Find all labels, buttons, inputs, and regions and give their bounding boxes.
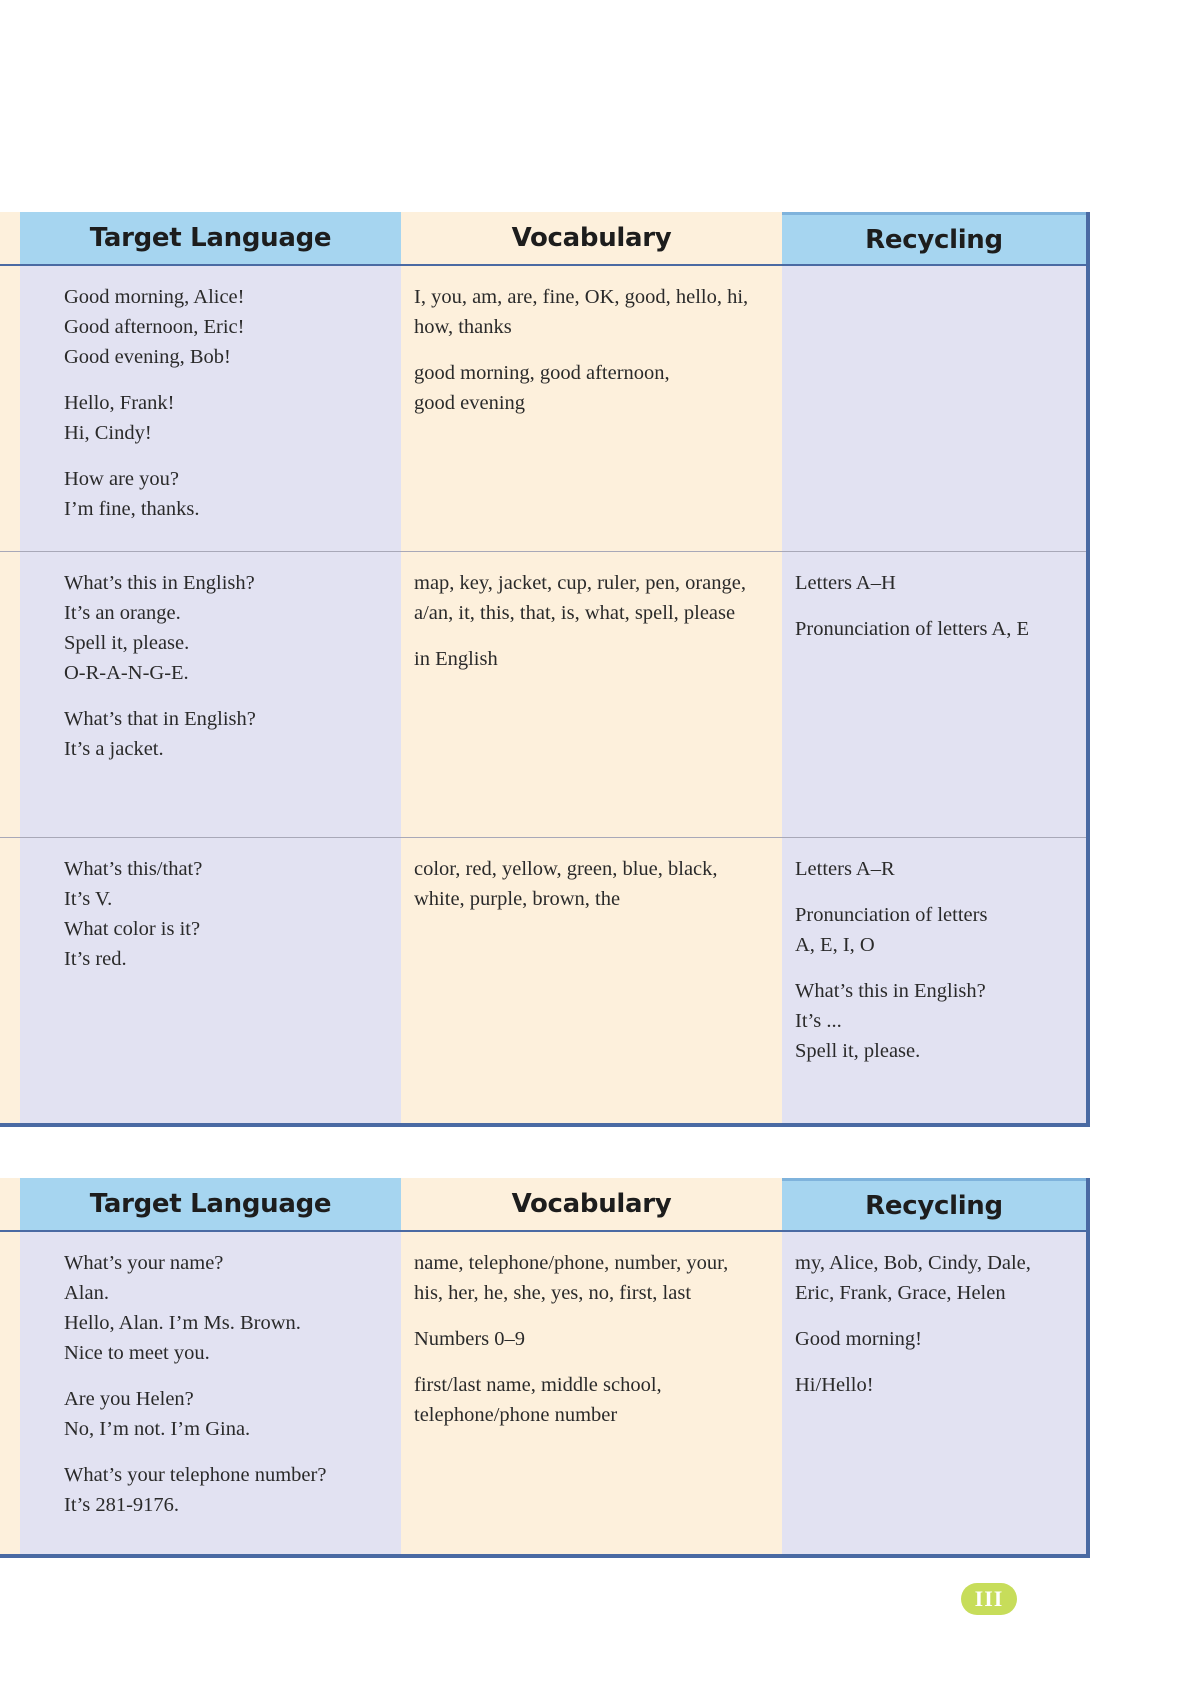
text-line: Letters A–R — [795, 858, 895, 880]
target-language-cell — [20, 1232, 401, 1554]
header-recycling: Recycling — [782, 212, 1086, 264]
target-language-cell — [20, 838, 401, 1123]
target-language-cell — [20, 552, 401, 837]
text-line: It’s ... — [795, 1010, 842, 1032]
text-line: Good evening, Bob! — [64, 346, 231, 368]
text-line: Good morning, Alice! — [64, 286, 245, 308]
text-line: Hello, Alan. I’m Ms. Brown. — [64, 1312, 301, 1334]
text-line: A, E, I, O — [795, 934, 875, 956]
text-line: Letters A–H — [795, 572, 896, 594]
text-line: my, Alice, Bob, Cindy, Dale, — [795, 1252, 1031, 1274]
text-line: color, red, yellow, green, blue, black, — [414, 858, 718, 880]
recycling-cell — [782, 838, 1086, 1123]
text-line: What’s that in English? — [64, 708, 256, 730]
text-line: It’s a jacket. — [64, 738, 164, 760]
text-line: good evening — [414, 392, 526, 414]
syllabus-table-2 — [0, 1178, 1090, 1558]
text-line: how, thanks — [414, 316, 512, 338]
text-line: Nice to meet you. — [64, 1342, 210, 1364]
text-line: map, key, jacket, cup, ruler, pen, orange, — [414, 572, 746, 594]
text-line: What’s this/that? — [64, 858, 203, 880]
header-vocabulary: Vocabulary — [401, 1178, 782, 1230]
text-line: What’s this in English? — [64, 572, 255, 594]
text-line: What’s your name? — [64, 1252, 224, 1274]
header-recycling: Recycling — [782, 1178, 1086, 1230]
text-line: What’s your telephone number? — [64, 1464, 327, 1486]
table-row — [0, 266, 1086, 551]
text-line: his, her, he, she, yes, no, first, last — [414, 1282, 692, 1304]
text-line: Hello, Frank! — [64, 392, 175, 414]
text-line: It’s 281-9176. — [64, 1494, 180, 1516]
vocabulary-cell — [401, 838, 782, 1123]
text-line: Numbers 0–9 — [414, 1328, 526, 1350]
text-line: Hi, Cindy! — [64, 422, 152, 444]
recycling-cell — [782, 552, 1086, 837]
text-line: How are you? — [64, 468, 179, 490]
text-line: Pronunciation of letters — [795, 904, 988, 926]
text-line: I’m fine, thanks. — [64, 498, 200, 520]
vocabulary-cell — [401, 1232, 782, 1554]
text-line: Good afternoon, Eric! — [64, 316, 245, 338]
table-header — [0, 212, 1086, 266]
text-line: No, I’m not. I’m Gina. — [64, 1418, 251, 1440]
text-line: It’s red. — [64, 948, 127, 970]
target-language-cell — [20, 266, 401, 551]
text-line: Spell it, please. — [64, 632, 190, 654]
header-target-language: Target Language — [20, 212, 401, 264]
text-line: Alan. — [64, 1282, 109, 1304]
text-line: in English — [414, 648, 498, 670]
recycling-cell — [782, 1232, 1086, 1554]
vocabulary-cell — [401, 266, 782, 551]
table-header — [0, 1178, 1086, 1232]
text-line: Are you Helen? — [64, 1388, 194, 1410]
text-line: I, you, am, are, fine, OK, good, hello, hi, — [414, 286, 749, 308]
text-line: first/last name, middle school, — [414, 1374, 662, 1396]
table-row — [0, 837, 1086, 1123]
page-number-badge: III — [961, 1583, 1017, 1615]
text-line: O-R-A-N-G-E. — [64, 662, 189, 684]
text-line: good morning, good afternoon, — [414, 362, 670, 384]
text-line: Eric, Frank, Grace, Helen — [795, 1282, 1006, 1304]
table-row — [0, 1232, 1086, 1554]
recycling-cell — [782, 266, 1086, 551]
text-line: What color is it? — [64, 918, 201, 940]
text-line: Good morning! — [795, 1328, 922, 1350]
text-line: Spell it, please. — [795, 1040, 921, 1062]
text-line: name, telephone/phone, number, your, — [414, 1252, 729, 1274]
text-line: It’s V. — [64, 888, 113, 910]
text-line: telephone/phone number — [414, 1404, 618, 1426]
syllabus-table-1 — [0, 212, 1090, 1127]
text-line: white, purple, brown, the — [414, 888, 621, 910]
text-line: Hi/Hello! — [795, 1374, 874, 1396]
text-line: a/an, it, this, that, is, what, spell, please — [414, 602, 736, 624]
text-line: Pronunciation of letters A, E — [795, 618, 1029, 640]
header-vocabulary: Vocabulary — [401, 212, 782, 264]
text-line: It’s an orange. — [64, 602, 181, 624]
vocabulary-cell — [401, 552, 782, 837]
table-row — [0, 551, 1086, 837]
text-line: What’s this in English? — [795, 980, 986, 1002]
header-target-language: Target Language — [20, 1178, 401, 1230]
